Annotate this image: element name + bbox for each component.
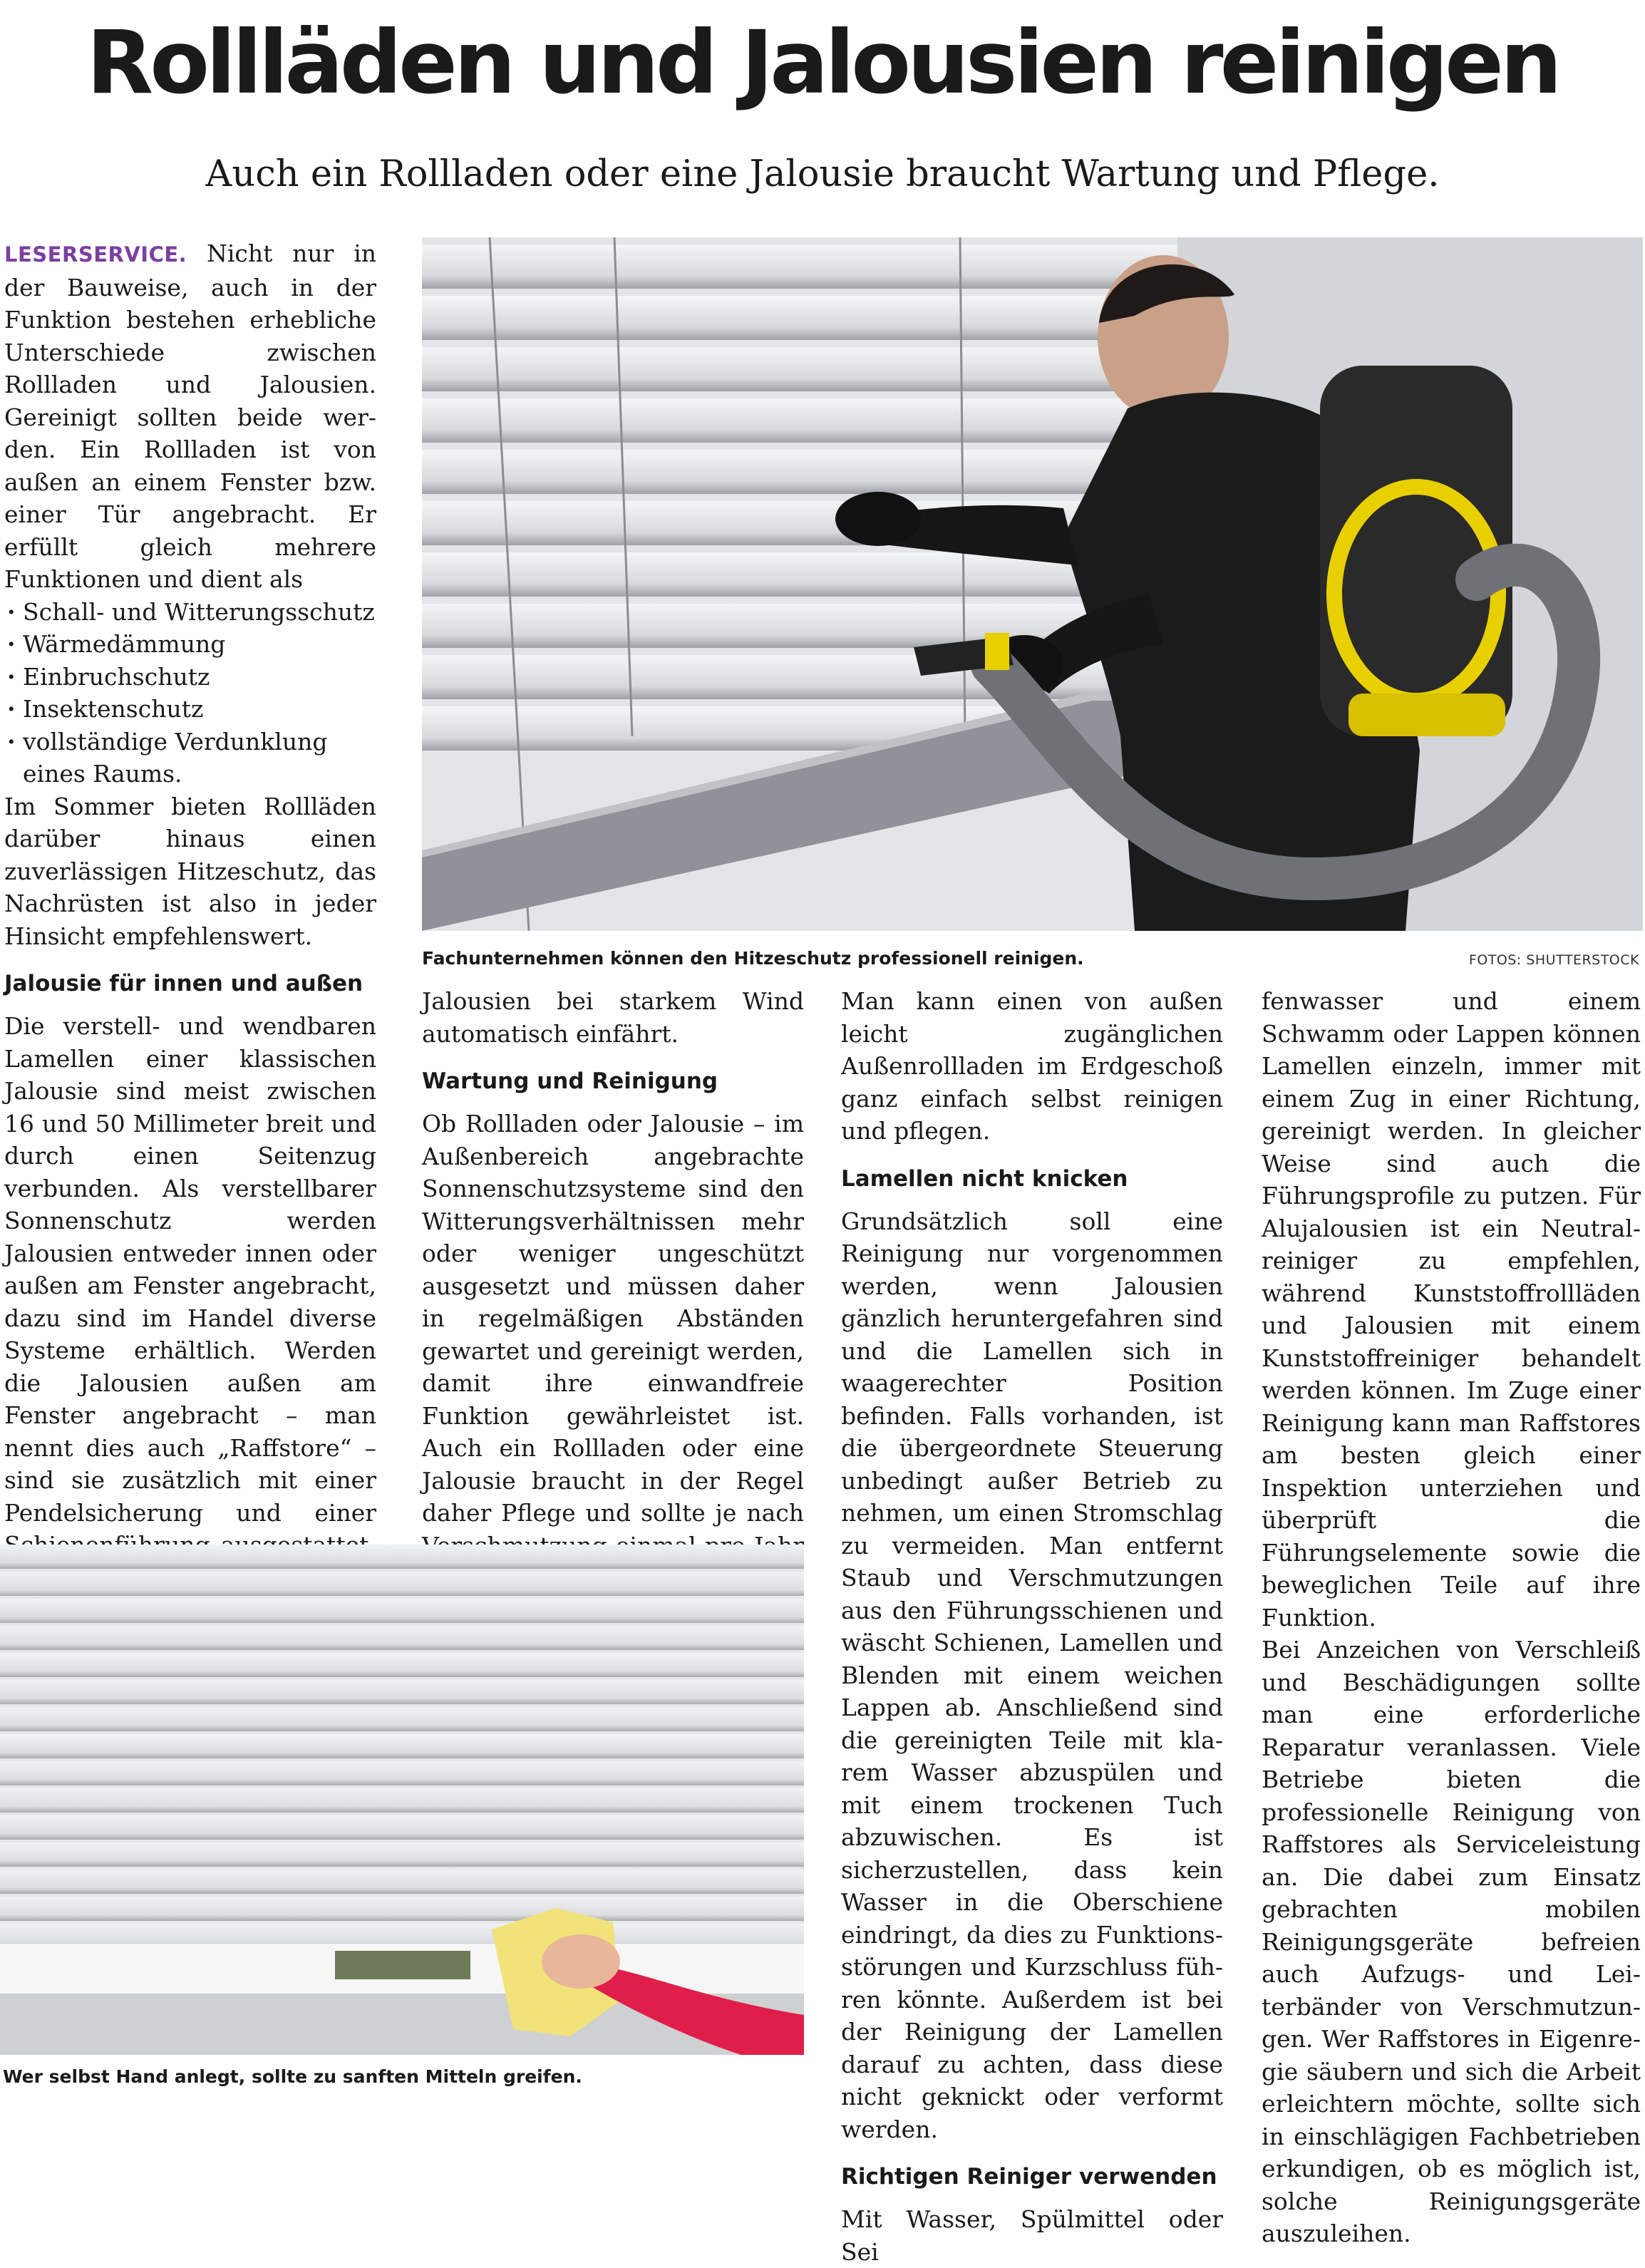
column-2: [422, 985, 804, 1594]
column-4: [1262, 985, 1641, 2250]
section4-paragraph-start: Mit Wasser, Spülmittel oder Sei: [841, 2205, 1223, 2266]
section-heading-jalousie: Jalousie für innen und außen: [4, 971, 363, 996]
list-item: · Insektenschutz: [4, 693, 376, 726]
main-photo-caption: Fachunternehmen können den Hitzeschutz professionell reinigen.: [422, 948, 1084, 969]
nozzle-band: [985, 633, 1009, 670]
section4-paragraph-2: Bei Anzeichen von Verschleiß und Beschädigungen sollte man eine erforderliche Reparatur veranlassen. Viele Betriebe bieten die professionelle Reinigung von Raffstores als Serviceleistung an. Die dabei zum Einsatz gebrachten mobilen Reinigungsgeräte befreien auch Aufzugs- und Leiterbänder von Verschmutzungen. Wer Raffstores in Eigenregie säubern und sich die Arbeit erleichtern möchte, sollte sich in einschlägigen Fachbetrieben erkundigen, ob es möglich ist, solche Reinigungsgeräte auszuleihen.: [1262, 1636, 1641, 2247]
kicker: LESERSERVICE.: [4, 242, 187, 267]
section3-paragraph: Grundsätzlich soll eine Reinigung nur vorgenommen werden, wenn Jalousien gänzlich heruntergefahren sind und die Lamellen sich in waagerechter Position befinden. Falls vorhanden, ist die übergeordnete Steuerung unbedingt außer Betrieb zu nehmen, um einen Stromschlag zu vermeiden. Man entfernt Staub und Verschmutzungen aus den Führungsschienen und wäscht Schienen, Lamellen und Blenden mit einem weichen Lappen ab. Anschließend sind die gereinigten Teile mit klarem Wasser abzuspülen und mit einem trockenen Tuch abzuwischen. Es ist sicherzustellen, dass kein Wasser in die Oberschiene eindringt, da dies zu Funktionsstörungen und Kurzschluss führen könnte. Außerdem ist bei der Reinigung der Lamellen darauf zu achten, dass diese nicht geknickt oder verformt werden.: [841, 1207, 1223, 2143]
list-item: · Wärmedämmung: [4, 628, 376, 661]
list-item: · Schall- und Witterungsschutz: [4, 596, 376, 629]
roller-shutter-photo: [0, 1545, 804, 2055]
function-list: [4, 596, 376, 790]
headline: Rollläden und Jalousien reinigen: [86, 12, 1559, 113]
shutter-slats: [0, 1545, 804, 1948]
column-3: [841, 985, 1223, 2268]
window-glass: [335, 1951, 470, 1979]
section4-continuation: fenwasser und einem Schwamm oder Lappen können Lamellen einzeln, immer mit einem Zug in einer Richtung, gereinigt werden. In gleicher Weise sind auch die Führungsprofile zu putzen. Für Alujalousien ist ein Neutralreiniger zu empfehlen, während Kunststoffrollläden und Jalousien mit einem Kunststoffreiniger behandelt werden können. Im Zuge einer Reinigung kann man Raffstores am besten gleich einer Inspektion unterziehen und überprüft die Führungselemente sowie die beweglichen Teile auf ihre Funktion.: [1262, 987, 1641, 1632]
list-item: · vollständige Verdunklung eines Raums.: [4, 726, 376, 790]
section-heading-lamellen: Lamellen nicht knicken: [841, 1165, 1128, 1192]
glove-left: [835, 492, 921, 546]
small-photo-caption: Wer selbst Hand anlegt, sollte zu sanften Mitteln greifen.: [3, 2066, 582, 2087]
intro-column: [4, 237, 376, 1723]
subheadline: Auch ein Rollladen oder eine Jalousie braucht Wartung und Pflege.: [205, 153, 1440, 195]
section-heading-reiniger: Richtigen Reiniger verwenden: [841, 2164, 1217, 2190]
section2-continuation: Man kann einen von außen leicht zugänglichen Außenrollladen im Erdgeschoß ganz einfach selbst reinigen und pflegen.: [841, 987, 1223, 1145]
section1-paragraph: Die verstell- und wendbaren Lamellen einer klassischen Jalousie sind meist zwischen 16 und 50 Millimeter breit und durch einen Seitenzug verbunden. Als verstellbarer Sonnenschutz werden Jalousien entweder innen oder außen am Fenster angebracht, dazu sind im Handel diverse Systeme erhältlich. Werden die Jalousien außen am Fenster angebracht – man nennt dies auch „Raffstore“ – sind sie zusätzlich mit einer Pendelsicherung und einer: [4, 1012, 376, 1527]
summer-paragraph: Im Sommer bieten Rollläden darüber hinaus einen zuverlässigen Hitzeschutz, das Nachrüsten ist also in jeder Hinsicht empfehlenswert.: [4, 792, 376, 950]
section-heading-wartung: Wartung und Reinigung: [422, 1068, 718, 1094]
backpack-base: [1349, 694, 1505, 736]
section1-continuation: Jalousien bei starkem Wind automatisch einfährt.: [422, 987, 804, 1048]
photo-credit: FOTOS: SHUTTERSTOCK: [1468, 952, 1639, 968]
intro-paragraph: [4, 237, 376, 596]
hand: [542, 1934, 620, 1989]
intro-text: Nicht nur in der Bauweise, auch in der Funktion bestehen erhebliche Unterschiede zwischen Rollladen und Jalousien. Gereinigt sollten beide werden. Ein Rollladen ist von außen an einem Fenster bzw. einer Tür angebracht. Er erfüllt gleich mehrere Funktionen und dient als: [4, 239, 376, 593]
section2-paragraph: Ob Rollladen oder Jalousie – im Außenbereich angebrachte Sonnenschutzsysteme sind den Witterungsverhältnissen mehr oder weniger ungeschützt ausgesetzt und müssen daher in regelmäßigen Abständen gewartet und gereinigt werden, damit ihre einwandfreie Funktion gewährleistet ist. Auch ein Rollladen oder eine Jalousie braucht in der Regel daher Pflege und sollte je nach: [422, 1110, 804, 1527]
main-photo: [422, 237, 1643, 931]
list-item: · Einbruchschutz: [4, 661, 376, 694]
